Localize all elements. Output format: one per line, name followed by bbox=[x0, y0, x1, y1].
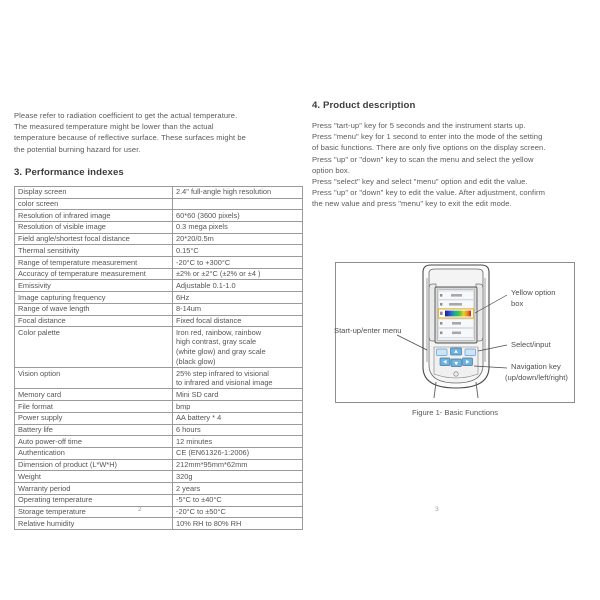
label-navigation-key-line1: Navigation key bbox=[511, 362, 561, 371]
table-row bbox=[15, 303, 303, 315]
spec-value: ±2% or ±2°C (±2% or ±4 ) bbox=[173, 268, 303, 280]
spec-key: Warranty period bbox=[15, 483, 173, 495]
spec-value: 212mm*95mm*62mm bbox=[173, 459, 303, 471]
spec-value: 0.3 mega pixels bbox=[173, 221, 303, 233]
description-line-4: Press "up" or "down" key to scan the menu and select the yellow bbox=[312, 154, 534, 164]
spec-value: 320g bbox=[173, 471, 303, 483]
table-row bbox=[15, 447, 303, 459]
spec-value: 10% RH to 80% RH bbox=[173, 518, 303, 530]
spec-key: Range of wave length bbox=[15, 303, 173, 315]
description-line-2: Press "menu" key for 1 second to enter into the mode of the setting bbox=[312, 132, 543, 142]
table-row bbox=[15, 221, 303, 233]
spec-value: 0.15°C bbox=[173, 245, 303, 257]
figure-caption: Figure 1- Basic Functions bbox=[411, 408, 499, 417]
start-up-key[interactable] bbox=[437, 349, 448, 356]
intro-line-4: the potential burning hazard for user. bbox=[14, 144, 141, 154]
table-row bbox=[15, 494, 303, 506]
product-description-paragraph bbox=[312, 120, 590, 210]
spec-value: bmp bbox=[173, 401, 303, 413]
spec-value-line: high contrast, gray scale bbox=[176, 337, 257, 347]
spec-key: File format bbox=[15, 401, 173, 413]
spec-key: Resolution of visible image bbox=[15, 221, 173, 233]
table-row bbox=[15, 518, 303, 530]
spec-key-continued: color screen bbox=[15, 198, 173, 210]
spec-value: 2.4" full-angle high resolution bbox=[173, 186, 303, 198]
description-line-3: of basic functions. There are only five options on the display screen. bbox=[312, 143, 546, 153]
page-number-right: 3 bbox=[435, 506, 439, 513]
spec-key: Vision option bbox=[15, 368, 173, 389]
description-line-6: Press "select" key and select "menu" option and edit the value. bbox=[312, 177, 528, 187]
spec-value: Mini SD card bbox=[173, 389, 303, 401]
table-row bbox=[15, 186, 303, 198]
spec-value-empty bbox=[173, 198, 303, 210]
table-row bbox=[15, 436, 303, 448]
spec-value: 12 minutes bbox=[173, 436, 303, 448]
intro-paragraph bbox=[14, 110, 290, 155]
spec-key: Display screen bbox=[15, 186, 173, 198]
spec-key: Color palette bbox=[15, 327, 173, 368]
spec-value-multiline bbox=[173, 368, 303, 389]
performance-indexes-heading: 3. Performance indexes bbox=[14, 166, 124, 178]
table-row bbox=[15, 506, 303, 518]
spec-value-line: (black glow) bbox=[176, 356, 216, 366]
description-line-1: Press "tart-up" key for 5 seconds and the instrument starts up. bbox=[312, 121, 526, 130]
table-row bbox=[15, 401, 303, 413]
table-row bbox=[15, 389, 303, 401]
spec-value-multiline bbox=[173, 327, 303, 368]
spec-key: Emissivity bbox=[15, 280, 173, 292]
spec-table-body bbox=[15, 186, 303, 529]
spec-value: 8-14um bbox=[173, 303, 303, 315]
label-yellow-option-box-line2: box bbox=[511, 299, 524, 308]
description-line-7: Press "up" or "down" key to edit the value. After adjustment, confirm bbox=[312, 188, 545, 198]
spec-key: Thermal sensitivity bbox=[15, 245, 173, 257]
right-page-column bbox=[312, 100, 590, 210]
spec-key: Storage temperature bbox=[15, 506, 173, 518]
table-row bbox=[15, 210, 303, 222]
spec-value-line: to infrared and visional image bbox=[176, 378, 273, 388]
description-line-8: the new value and press "menu" key to exit the edit mode. bbox=[312, 199, 512, 209]
table-row bbox=[15, 412, 303, 424]
spec-value: -5°C to ±40°C bbox=[173, 494, 303, 506]
table-row bbox=[15, 424, 303, 436]
spec-value: 20*20/0.5m bbox=[173, 233, 303, 245]
spec-value: 2 years bbox=[173, 483, 303, 495]
figure-basic-functions bbox=[335, 262, 575, 403]
label-navigation-key-line2: (up/down/left/right) bbox=[505, 373, 568, 382]
product-description-heading: 4. Product description bbox=[312, 100, 416, 111]
table-row bbox=[15, 233, 303, 245]
spec-value: -20°C to ±50°C bbox=[173, 506, 303, 518]
spec-key: Memory card bbox=[15, 389, 173, 401]
spec-key: Power supply bbox=[15, 412, 173, 424]
left-page-column bbox=[14, 110, 290, 530]
palette-swatch bbox=[445, 311, 471, 317]
intro-line-2: The measured temperature might be lower than the actual bbox=[14, 122, 214, 132]
spec-value-line: Iron red, rainbow, rainbow bbox=[176, 327, 262, 337]
spec-key: Operating temperature bbox=[15, 494, 173, 506]
spec-key: Focal distance bbox=[15, 315, 173, 327]
label-start-up-enter-menu: Start-up/enter menu bbox=[334, 326, 402, 335]
spec-key: Resolution of infrared image bbox=[15, 210, 173, 222]
spec-key: Field angle/shortest focal distance bbox=[15, 233, 173, 245]
spec-key: Battery life bbox=[15, 424, 173, 436]
spec-key: Dimension of product (L*W*H) bbox=[15, 459, 173, 471]
spec-value: -20°C to +300°C bbox=[173, 257, 303, 269]
spec-key: Authentication bbox=[15, 447, 173, 459]
spec-key: Weight bbox=[15, 471, 173, 483]
table-row bbox=[15, 459, 303, 471]
table-row bbox=[15, 257, 303, 269]
table-row bbox=[15, 368, 303, 389]
description-line-5: option box. bbox=[312, 165, 350, 175]
spec-key: Auto power-off time bbox=[15, 436, 173, 448]
spec-value-line: 25% step infrared to visional bbox=[176, 368, 269, 378]
spec-key: Range of temperature measurement bbox=[15, 257, 173, 269]
table-row bbox=[15, 268, 303, 280]
spec-value: 60*60 (3600 pixels) bbox=[173, 210, 303, 222]
spec-value: 6Hz bbox=[173, 292, 303, 304]
intro-line-3: temperature because of reflective surface. These surfaces might be bbox=[14, 133, 246, 143]
table-row bbox=[15, 327, 303, 368]
spec-value: AA battery * 4 bbox=[173, 412, 303, 424]
spec-key: Image capturing frequency bbox=[15, 292, 173, 304]
table-row bbox=[15, 280, 303, 292]
select-input-key[interactable] bbox=[465, 349, 476, 356]
label-select-input: Select/input bbox=[511, 340, 551, 349]
table-row bbox=[15, 471, 303, 483]
table-row bbox=[15, 198, 303, 210]
spec-key: Relative humidity bbox=[15, 518, 173, 530]
spec-value: CE (EN61326-1:2006) bbox=[173, 447, 303, 459]
performance-indexes-table bbox=[14, 186, 303, 530]
spec-value-line: (white glow) and gray scale bbox=[176, 347, 266, 357]
label-yellow-option-box-line1: Yellow option bbox=[511, 288, 556, 297]
table-row bbox=[15, 245, 303, 257]
spec-value: Adjustable 0.1-1.0 bbox=[173, 280, 303, 292]
table-row bbox=[15, 315, 303, 327]
table-row bbox=[15, 292, 303, 304]
spec-key: Accuracy of temperature measurement bbox=[15, 268, 173, 280]
intro-line-1: Please refer to radiation coefficient to get the actual temperature. bbox=[14, 111, 238, 120]
spec-value: Fixed focal distance bbox=[173, 315, 303, 327]
page-number-left: 2 bbox=[138, 506, 142, 513]
spec-value: 6 hours bbox=[173, 424, 303, 436]
table-row bbox=[15, 483, 303, 495]
